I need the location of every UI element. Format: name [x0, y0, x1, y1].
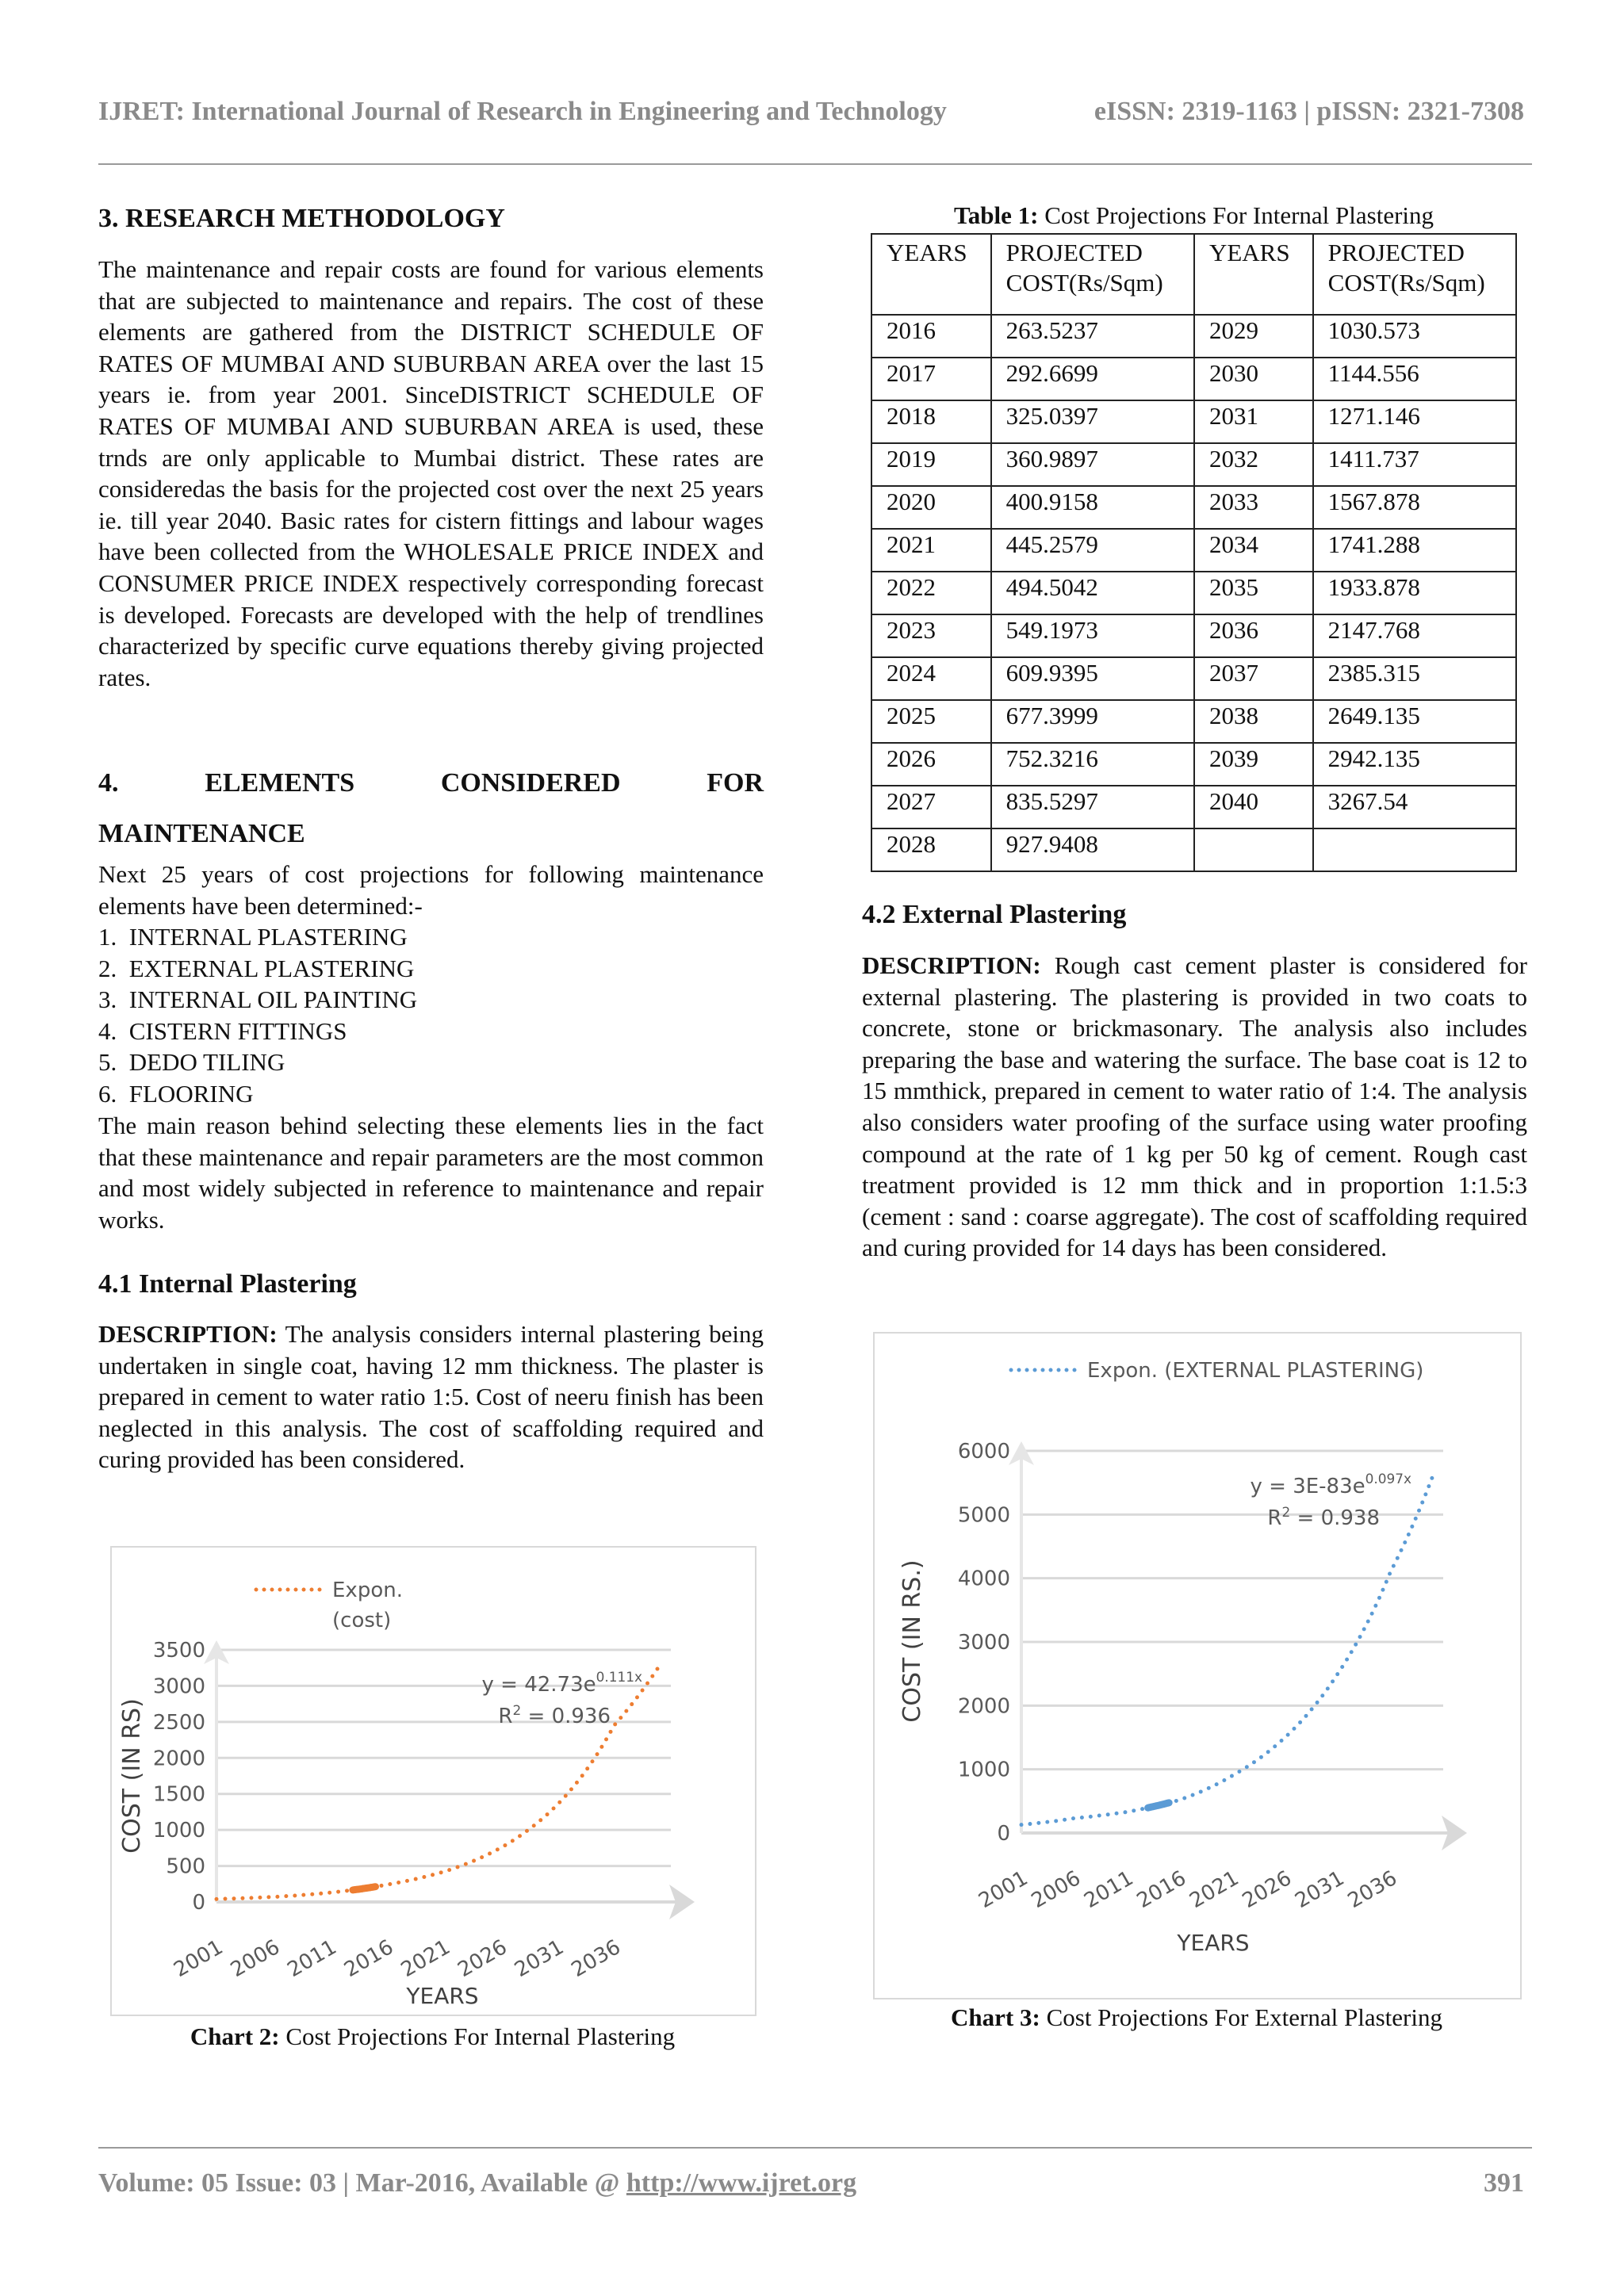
caption-title: Cost Projections For External Plastering [1040, 2003, 1442, 2031]
footer-volume [98, 2168, 856, 2198]
r-superscript: 2 [1281, 1504, 1291, 1520]
year-cell: 2037 [1194, 657, 1313, 700]
section-4-heading: 4. ELEMENTS CONSIDERED FOR MAINTENANCE [98, 768, 764, 848]
footer-divider [98, 2147, 1532, 2149]
year-cell: 2021 [871, 529, 991, 572]
list-item: 2. EXTERNAL PLASTERING [98, 954, 415, 982]
cost-cell: 360.9897 [991, 443, 1194, 486]
section-3-heading: 3. RESEARCH METHODOLOGY [98, 204, 505, 233]
section-4-1-heading: 4.1 Internal Plastering [98, 1269, 357, 1299]
y-tick-label: 3000 [957, 1631, 1010, 1655]
r-value: = 0.936 [521, 1705, 611, 1728]
equation-base: y = 42.73e [481, 1673, 596, 1697]
r-prefix: R [1267, 1506, 1282, 1530]
cost-cell: 677.3999 [991, 700, 1194, 743]
cost-cell: 292.6699 [991, 358, 1194, 400]
y-tick-label: 2000 [957, 1694, 1010, 1719]
y-tick-label: 5000 [957, 1503, 1010, 1528]
list-item: 5. DEDO TILING [98, 1048, 285, 1077]
journal-title: IJRET: International Journal of Research in Engineering and Technology [98, 97, 947, 126]
section-3-body: The maintenance and repair costs are found for various elements that are subjected to maintenance and repairs. The cost of these elements are gathered from the DISTRICT SCHEDULE OF RATES OF MUMBAI AND SUBURBAN AREA over the last 15 years ie. from year 2001. SinceDISTRICT SCHEDULE OF RATES OF MUMBAI AND SUBURBAN AREA is used, these trnds are only applicable to Mumbai district. These rates are consideredas the basis for the projected cost over the next 25 years ie. till year 2040. Basic rates for cistern fittings and labour wages have been collected from the WHOLESALE PRICE INDEX and CONSUMER PRICE INDEX respectively corresponding forecast is developed. Forecasts are developed with the help of trendlines characterized by specific curve equations thereby giving projected rates. [98, 255, 764, 691]
cost-cell: 1933.878 [1313, 572, 1516, 614]
cost-cell: 927.9408 [991, 828, 1194, 871]
x-tick-label: 2016 [340, 1935, 398, 1983]
list-item: 3. INTERNAL OIL PAINTING [98, 985, 418, 1014]
y-tick-label: 1500 [152, 1782, 205, 1807]
year-cell: 2025 [871, 700, 991, 743]
x-tick-label: 2031 [510, 1935, 569, 1983]
cost-cell: 1567.878 [1313, 486, 1516, 529]
x-tick-label: 2036 [1343, 1866, 1401, 1914]
y-tick-label: 1000 [957, 1758, 1010, 1782]
r-squared [1267, 1504, 1380, 1530]
section-4-2-heading: 4.2 External Plastering [862, 900, 1127, 929]
cost-cell: 263.5237 [991, 315, 1194, 358]
cost-cell: 2147.768 [1313, 614, 1516, 657]
issn: eISSN: 2319-1163 | pISSN: 2321-7308 [1094, 97, 1524, 126]
caption-label: Table 1: [953, 201, 1039, 229]
y-tick-label: 0 [192, 1891, 205, 1915]
year-cell: 2016 [871, 315, 991, 358]
cost-cell: 2649.135 [1313, 700, 1516, 743]
list-item: 4. CISTERN FITTINGS [98, 1016, 347, 1045]
year-cell: 2019 [871, 443, 991, 486]
year-cell: 2018 [871, 400, 991, 443]
year-cell: 2029 [1194, 315, 1313, 358]
x-tick-label: 2001 [975, 1866, 1032, 1914]
year-cell: 2034 [1194, 529, 1313, 572]
section-4-outro: The main reason behind selecting these elements lies in the fact that these maintenance and repair parameters are the most common and most widely subjected in reference to maintenance and repair works. [98, 1112, 764, 1234]
list-item: 1. INTERNAL PLASTERING [98, 923, 408, 951]
cost-cell: 1741.288 [1313, 529, 1516, 572]
year-cell: 2027 [871, 786, 991, 828]
description-label: DESCRIPTION: [98, 1320, 278, 1348]
description-label: DESCRIPTION: [862, 951, 1041, 979]
cost-cell: 609.9395 [991, 657, 1194, 700]
r-value: = 0.938 [1290, 1506, 1380, 1530]
caption-title: Cost Projections For Internal Plastering [279, 2022, 676, 2050]
x-tick-label: 2026 [454, 1935, 511, 1983]
list-item: 6. FLOORING [98, 1079, 254, 1108]
x-tick-label: 2001 [170, 1935, 228, 1983]
legend-label: Expon. [332, 1578, 403, 1602]
x-tick-label: 2011 [1080, 1866, 1138, 1914]
section-4-intro: Next 25 years of cost projections for following maintenance elements have been determined:- [98, 860, 764, 920]
x-tick-label: 2021 [396, 1935, 454, 1983]
y-axis-title: COST (IN RS) [118, 1698, 146, 1854]
x-tick-label: 2031 [1291, 1866, 1349, 1914]
r-prefix: R [498, 1705, 513, 1728]
observed-data-line [1148, 1803, 1170, 1808]
x-tick-label: 2021 [1185, 1866, 1243, 1914]
cost-cell: 1411.737 [1313, 443, 1516, 486]
year-cell: 2031 [1194, 400, 1313, 443]
footer-text: Volume: 05 Issue: 03 | Mar-2016, Available @ [98, 2168, 626, 2198]
cost-cell: 1030.573 [1313, 315, 1516, 358]
x-tick-label: 2026 [1238, 1866, 1296, 1914]
legend-label: Expon. (EXTERNAL PLASTERING) [1087, 1359, 1424, 1383]
header-cell: YEARS [871, 234, 991, 315]
header-cell: PROJECTED COST(Rs/Sqm) [991, 234, 1194, 315]
cost-cell: 2385.315 [1313, 657, 1516, 700]
description-text: Rough cast cement plaster is considered for external plastering. The plastering is provided in two coats to concrete, stone or brickmasonary. The analysis also includes preparing the base and watering the surface. The base coat is 12 to 15 mmthick, prepared in cement to water ratio of 1:4. The analysis also considers water proofing of the surface using water proofing compound at the rate of 1 kg per 50 kg of cement. Rough cast treatment provided is 12 mm thick and in proportion 1:1.5:3 (cement : sand : coarse aggregate). The cost of scaffolding required and curing provided for 14 days has been considered. [862, 951, 1527, 1262]
year-cell: 2035 [1194, 572, 1313, 614]
year-cell: 2036 [1194, 614, 1313, 657]
y-tick-label: 2000 [152, 1747, 205, 1771]
x-axis-title: YEARS [406, 1983, 479, 2009]
y-tick-label: 3000 [152, 1674, 205, 1699]
y-tick-label: 3500 [152, 1639, 205, 1663]
year-cell: 2040 [1194, 786, 1313, 828]
y-tick-label: 500 [166, 1854, 205, 1879]
x-tick-label: 2006 [226, 1935, 285, 1983]
year-cell: 2017 [871, 358, 991, 400]
y-tick-label: 0 [997, 1822, 1010, 1846]
cost-cell: 494.5042 [991, 572, 1194, 614]
year-cell: 2020 [871, 486, 991, 529]
x-tick-label: 2036 [567, 1935, 625, 1983]
year-cell: 2024 [871, 657, 991, 700]
year-cell: 2033 [1194, 486, 1313, 529]
trendline-equation [1251, 1471, 1412, 1498]
year-cell: 2030 [1194, 358, 1313, 400]
cost-cell: 752.3216 [991, 743, 1194, 786]
cost-cell: 400.9158 [991, 486, 1194, 529]
caption-label: Chart 3: [951, 2003, 1040, 2031]
cost-cell: 835.5297 [991, 786, 1194, 828]
page-number: 391 [1484, 2168, 1524, 2198]
journal-link[interactable]: http://www.ijret.org [626, 2168, 857, 2198]
y-tick-label: 1000 [152, 1819, 205, 1843]
y-tick-label: 2500 [152, 1710, 205, 1735]
description-text: The analysis considers internal plastering being undertaken in single coat, having 12 mm thickness. The plaster is prepared in cement to water ratio 1:5. Cost of neeru finish has been neglected in this analysis. The cost of scaffolding required and curing provided has been considered. [98, 1320, 764, 1474]
y-axis-title: COST (IN RS.) [898, 1559, 926, 1723]
year-cell: 2038 [1194, 700, 1313, 743]
header-cell: PROJECTED COST(Rs/Sqm) [1313, 234, 1516, 315]
equation-base: y = 3E-83e [1250, 1475, 1365, 1498]
cost-cell: 445.2579 [991, 529, 1194, 572]
year-cell: 2028 [871, 828, 991, 871]
cost-cell: 325.0397 [991, 400, 1194, 443]
x-tick-label: 2006 [1027, 1866, 1085, 1914]
caption-label: Chart 2: [190, 2022, 280, 2050]
x-axis-title: YEARS [1177, 1930, 1250, 1956]
y-tick-label: 6000 [957, 1440, 1010, 1464]
year-cell: 2026 [871, 743, 991, 786]
caption-title: Cost Projections For Internal Plastering [1038, 201, 1434, 229]
equation-exponent: 0.097x [1365, 1471, 1411, 1487]
chart-3-caption [873, 2003, 1520, 2032]
legend-label: (cost) [332, 1609, 392, 1632]
cost-cell: 1144.556 [1313, 358, 1516, 400]
year-cell: 2022 [871, 572, 991, 614]
equation-exponent: 0.111x [596, 1669, 642, 1685]
cost-cell: 3267.54 [1313, 786, 1516, 828]
cost-cell: 2942.135 [1313, 743, 1516, 786]
header-cell: YEARS [1194, 234, 1313, 315]
y-tick-label: 4000 [957, 1567, 1010, 1591]
x-tick-label: 2016 [1132, 1866, 1190, 1914]
year-cell: 2039 [1194, 743, 1313, 786]
year-cell: 2032 [1194, 443, 1313, 486]
cost-cell: 1271.146 [1313, 400, 1516, 443]
r-superscript: 2 [512, 1702, 522, 1718]
x-tick-label: 2011 [283, 1935, 341, 1983]
year-cell: 2023 [871, 614, 991, 657]
cost-cell: 549.1973 [991, 614, 1194, 657]
